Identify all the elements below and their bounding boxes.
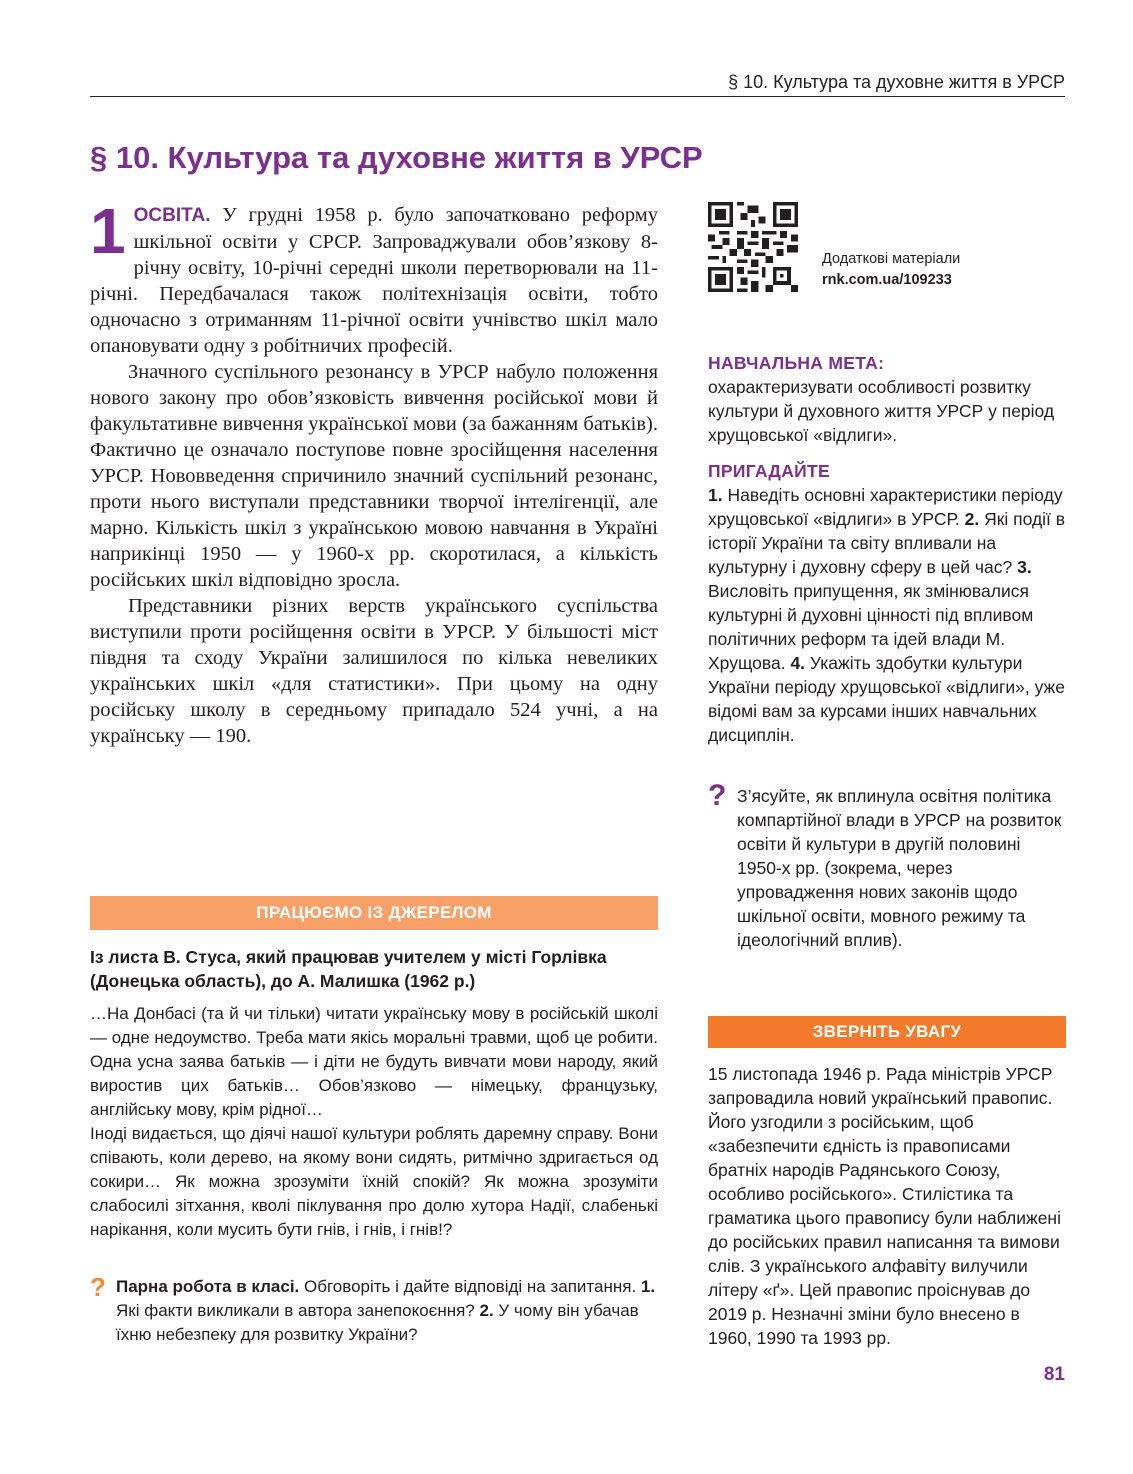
qr-caption-label: Додаткові матеріали — [822, 251, 961, 267]
page-title: § 10. Культура та духовне життя в УРСР — [90, 140, 703, 175]
question-task-text: З’ясуйте, як вплинула освітня політика компартійної влади в УРСР на розвиток освіти й культури в другій половині 1950-х рр. (зокрема, через упровадження нових законів щодо шкільної освіти, мовного режиму та ідеологічний вплив). — [737, 786, 1062, 950]
recall-heading: ПРИГАДАЙТЕ — [708, 461, 830, 481]
recall-box — [708, 459, 1068, 747]
learning-goal-heading: НАВЧАЛЬНА МЕТА: — [708, 353, 885, 373]
pair-work-text: Парна робота в класі. Обговоріть і дайте відповіді на запитання. 1. Які факти викликали в автора занепокоєння? 2. У чому він убачав їхню небезпеку для розвитку України? — [116, 1277, 656, 1344]
section-number: 1 — [90, 195, 126, 267]
paragraph-2: Значного суспільного резонансу в УРСР набуло положення нового закону про обов’язковість вивчення російської мови й факультативне вивчення української мови (за бажанням батьків). Фактично це означало поступове повне зросійщення населення УРСР. Нововведення спричинило значний суспільний резонанс, проти нього виступали представники творчої інтелігенції, але марно. Кількість шкіл з українською мовою навчання в Україні наприкінці 1950 — у 1960-х рр. скоротилася, а кількість російських шкіл відповідно зросла. — [90, 361, 658, 591]
attention-bar: ЗВЕРНІТЬ УВАГУ — [708, 1016, 1066, 1048]
section-education — [90, 195, 658, 749]
paragraph-1 — [90, 195, 658, 359]
question-mark-icon: ? — [90, 1272, 106, 1302]
pair-work-task — [90, 1272, 658, 1347]
source-bar: ПРАЦЮЄМО ІЗ ДЖЕРЕЛОМ — [90, 896, 658, 930]
header-divider — [90, 96, 1065, 97]
qr-caption — [822, 249, 960, 291]
qr-code-icon[interactable] — [708, 202, 798, 292]
source-paragraph-1: …На Донбасі (та й чи тільки) читати українську мову в російській школі — одне недоумство. Треба мати якісь моральні травми, щоб це робити. Одна усна заява батьків — і діти не будуть вивчати мови народу, який виростив цих батьків… Обов’язково — німецьку, французьку, англійську мову, крім рідної… — [90, 1004, 658, 1119]
attention-text: 15 листопада 1946 р. Рада міністрів УРСР запровадила новий український правопис. Його узгодили з російським, щоб «забезпечити єдність із правописами братніх народів Радянського Союзу, особливо російського». Стилістика та граматика цього правопису були наближені до російських правил написання та вимови слів. З українського алфавіту вилучили літеру «ґ». Цей правопис проіснував до 2019 р. Незначні зміни було внесено в 1960, 1990 та 1993 рр. — [708, 1064, 1061, 1348]
question-task — [708, 779, 1068, 952]
learning-goal — [708, 351, 1068, 447]
source-quote — [90, 1002, 658, 1242]
qr-url-link[interactable]: rnk.com.ua/109233 — [822, 272, 952, 288]
running-header: § 10. Культура та духовне життя в УРСР — [728, 72, 1065, 92]
paragraph-3: Представники різних верств українського суспільства виступили проти російщення освіти в УРСР. У більшості міст півдня та сходу України залишилося по кілька невеликих українських шкіл «для статистики». При цьому на одну російську школу в середньому припадало 524 учні, а на українську — 190. — [90, 595, 658, 747]
learning-goal-text: охарактеризувати особливості розвитку культури й духовного життя УРСР у період хрущовської «відлиги». — [708, 377, 1055, 445]
question-mark-icon: ? — [708, 779, 727, 812]
section-heading: ОСВІТА. — [133, 205, 211, 226]
pair-work-lead: Парна робота в класі. — [116, 1277, 300, 1296]
source-title: Із листа В. Стуса, який працював учителем у місті Горлівка (Донецька область), до А. Малишка (1962 р.) — [90, 947, 607, 991]
recall-questions: 1. Наведіть основні характеристики періоду хрущовської «відлиги» в УРСР. 2. Які події в історії України та світу впливали на культурну і духовну сферу в цей час? 3. Висловіть припущення, як змінювалися культурні й духовні цінності під впливом політичних реформ та ідей влади М. Хрущова. 4. Укажіть здобутки культури України періоду хрущовської «відлиги», уже відомі вам за курсами інших навчальних дисциплін. — [708, 485, 1066, 745]
source-paragraph-2: Іноді видається, що діячі нашої культури роблять даремну справу. Вони співають, коли дерево, на якому вони сидять, ритмічно здригається од сокири… Як можна зрозуміти їхній спокій? Як можна зрозуміти слабосилі зітхання, кволі піклування про долю хутора Надії, слабенькі нарікання, коли мусить бути гнів, і гнів, і гнів!? — [90, 1124, 658, 1239]
page-number: 81 — [1043, 1364, 1065, 1385]
paragraph-1-text: У грудні 1958 р. було започатковано реформу шкільної освіти у СРСР. Запроваджували обов’язкову 8-річну освіту, 10-річні середні школи перетворювали на 11-річні. Передбачалася також політехнізація освіти, тобто одночасно з отриманням 11-річної освіти учнівство шкіл мало опановувати одну з робітничих професій. — [90, 204, 658, 357]
